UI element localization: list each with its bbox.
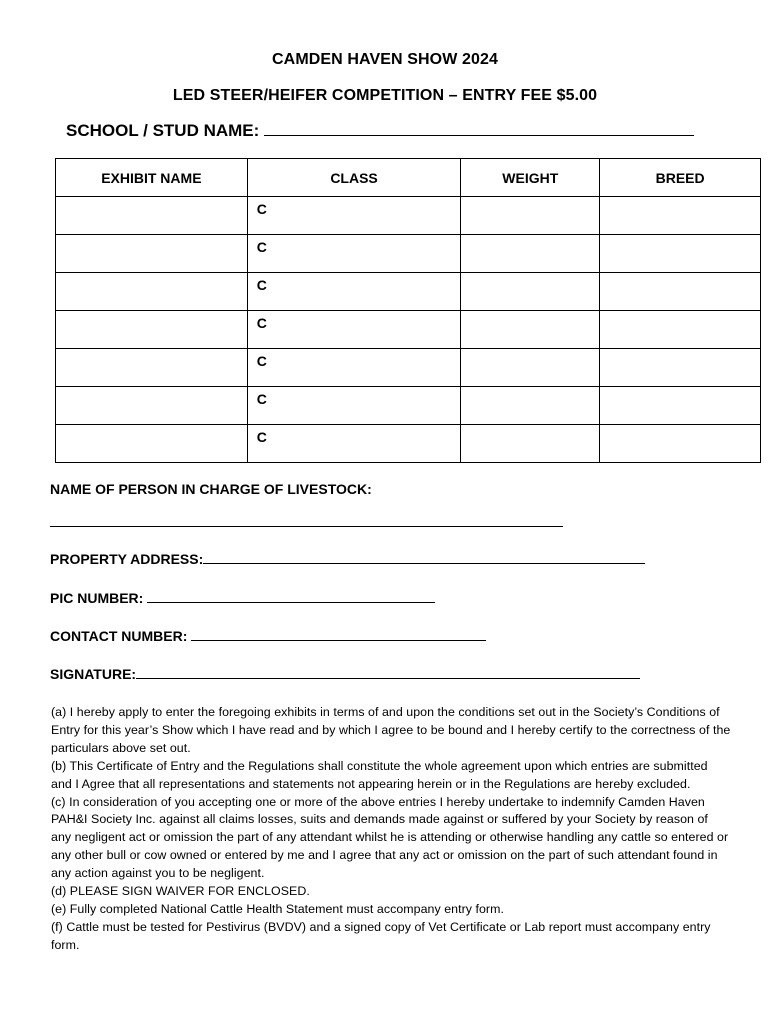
terms-and-conditions (51, 704, 731, 955)
breed-cell[interactable] (600, 273, 761, 311)
table-row (56, 197, 761, 235)
contact-number-row (50, 628, 486, 644)
exhibit-name-cell[interactable] (56, 387, 248, 425)
exhibit-name-cell[interactable] (56, 235, 248, 273)
weight-cell[interactable] (461, 235, 600, 273)
table-row (56, 387, 761, 425)
class-cell[interactable] (247, 273, 461, 311)
class-prefix: C (256, 429, 267, 445)
table-row (56, 349, 761, 387)
class-cell[interactable] (247, 425, 461, 463)
term-d: (d) PLEASE SIGN WAIVER FOR ENCLOSED. (51, 884, 310, 899)
term-e: (e) Fully completed National Cattle Health Statement must accompany entry form. (51, 901, 504, 916)
entries-table (55, 158, 761, 463)
exhibit-name-cell[interactable] (56, 273, 248, 311)
breed-cell[interactable] (600, 197, 761, 235)
signature-row (50, 666, 640, 682)
weight-cell[interactable] (461, 425, 600, 463)
column-header-exhibit-name: EXHIBIT NAME (56, 159, 248, 197)
breed-cell[interactable] (600, 349, 761, 387)
person-in-charge-row (50, 514, 563, 530)
property-address-label: PROPERTY ADDRESS: (50, 551, 204, 567)
table-row (56, 425, 761, 463)
term-c: (c) In consideration of you accepting one or more of the above entries I hereby undertake to indemnify Camden Haven PAH&I Society Inc. against all claims losses, suits and demands made against or suffered by your Society by reason of any negligent act or omission the part of any attendant whilst he is attending or otherwise handling any cattle so entered or any other bull or cow owned or entered by me and I agree that any act or omission on the part of such attendant found in any action against you to be negligent. (51, 794, 729, 881)
table-row (56, 235, 761, 273)
property-address-line[interactable] (203, 562, 645, 564)
pic-number-row (50, 590, 435, 606)
class-cell[interactable] (247, 311, 461, 349)
table-header-row (56, 159, 761, 197)
breed-cell[interactable] (600, 311, 761, 349)
class-prefix: C (256, 277, 267, 293)
class-prefix: C (256, 201, 267, 217)
class-prefix: C (256, 353, 267, 369)
breed-cell[interactable] (600, 235, 761, 273)
term-a: (a) I hereby apply to enter the foregoing exhibits in terms of and upon the conditions set out in the Society’s Conditions of Entry for this year’s Show which I have read and by which I agree to be bound and I hereby certify to the correctness of the particulars above set out. (51, 705, 731, 755)
term-b: (b) This Certificate of Entry and the Regulations shall constitute the whole agreement upon which entries are submitted and I Agree that all representations and statements not appearing herein or in the Regulations are hereby excluded. (51, 758, 708, 791)
person-in-charge-label: NAME OF PERSON IN CHARGE OF LIVESTOCK: (50, 481, 372, 497)
column-header-breed: BREED (600, 159, 761, 197)
form-title: CAMDEN HAVEN SHOW 2024 (272, 51, 498, 68)
weight-cell[interactable] (461, 311, 600, 349)
weight-cell[interactable] (461, 273, 600, 311)
exhibit-name-cell[interactable] (56, 425, 248, 463)
class-cell[interactable] (247, 349, 461, 387)
property-address-row (50, 551, 645, 567)
signature-label: SIGNATURE: (50, 666, 137, 682)
class-prefix: C (256, 315, 267, 331)
class-prefix: C (256, 239, 267, 255)
pic-number-label: PIC NUMBER: (50, 590, 148, 606)
table-row (56, 273, 761, 311)
exhibit-name-cell[interactable] (56, 349, 248, 387)
exhibit-name-cell[interactable] (56, 311, 248, 349)
class-cell[interactable] (247, 197, 461, 235)
signature-line[interactable] (136, 677, 640, 679)
person-in-charge-line[interactable] (50, 525, 563, 527)
column-header-weight: WEIGHT (461, 159, 600, 197)
contact-number-label: CONTACT NUMBER: (50, 628, 192, 644)
breed-cell[interactable] (600, 387, 761, 425)
exhibit-name-cell[interactable] (56, 197, 248, 235)
column-header-class: CLASS (247, 159, 461, 197)
class-prefix: C (256, 391, 267, 407)
weight-cell[interactable] (461, 197, 600, 235)
school-stud-name-line[interactable] (264, 134, 694, 136)
pic-number-line[interactable] (147, 601, 435, 603)
contact-number-line[interactable] (191, 639, 486, 641)
weight-cell[interactable] (461, 349, 600, 387)
table-row (56, 311, 761, 349)
school-stud-name-row (66, 121, 694, 141)
school-stud-name-label: SCHOOL / STUD NAME: (66, 121, 265, 140)
class-cell[interactable] (247, 235, 461, 273)
form-subtitle: LED STEER/HEIFER COMPETITION – ENTRY FEE $5.00 (172, 87, 598, 104)
weight-cell[interactable] (461, 387, 600, 425)
breed-cell[interactable] (600, 425, 761, 463)
term-f: (f) Cattle must be tested for Pestivirus (BVDV) and a signed copy of Vet Certificate or Lab report must accompany entry form. (51, 919, 711, 952)
class-cell[interactable] (247, 387, 461, 425)
